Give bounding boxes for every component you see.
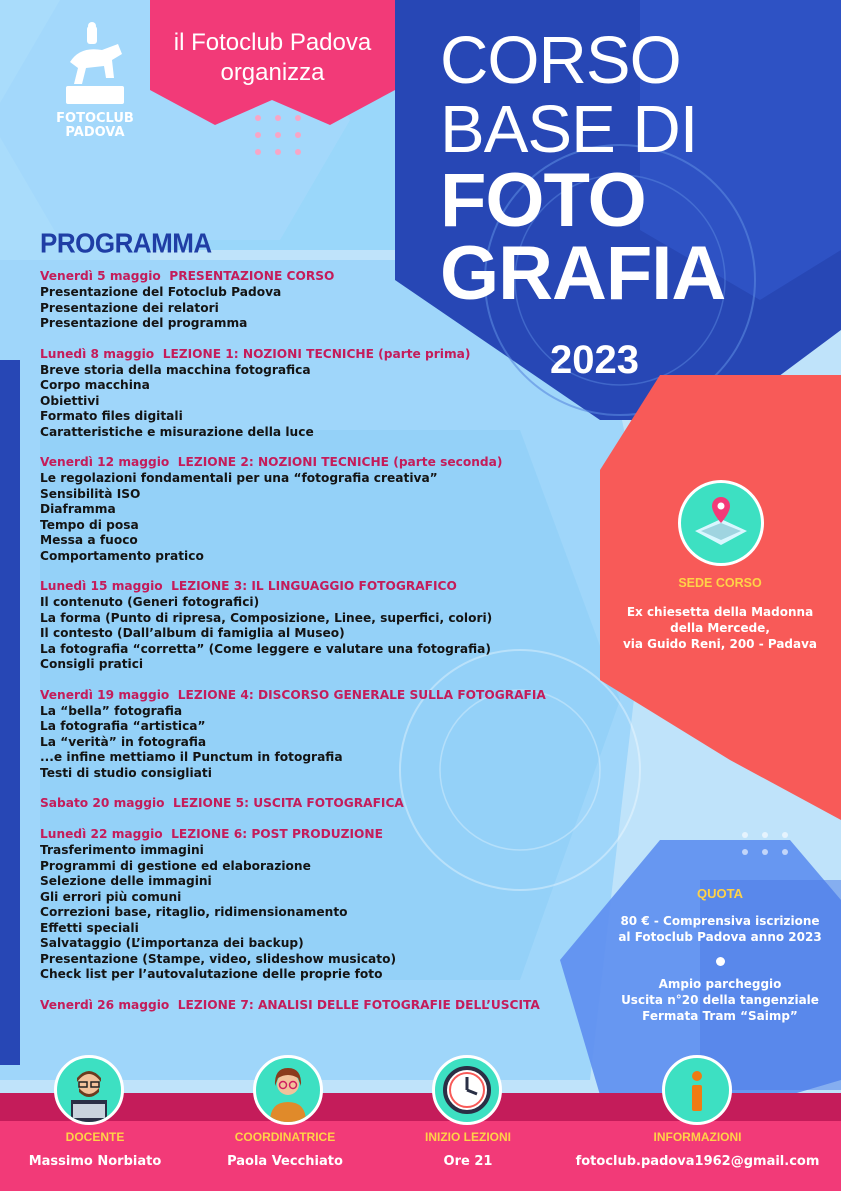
footer-value-docente: Massimo Norbiato: [28, 1154, 162, 1169]
organizer-line2: organizza: [220, 59, 325, 86]
lesson-item: Tempo di posa: [40, 517, 139, 532]
lesson-item: Testi di studio consigliati: [40, 765, 212, 780]
footer-docente: [20, 1130, 170, 1169]
lesson-date: Venerdì 5 maggio: [40, 269, 161, 283]
info-icon: [662, 1055, 732, 1125]
lesson-item: Il contenuto (Generi fotografici): [40, 595, 260, 609]
title-line1: CORSO: [440, 23, 681, 98]
lesson-item: Messa a fuoco: [40, 533, 138, 547]
lesson-item: Presentazione del programma: [40, 316, 248, 330]
lesson-item: Correzioni base, ritaglio, ridimensionamento: [40, 905, 348, 919]
footer-coordinatrice: [210, 1130, 360, 1169]
lesson-item: La forma (Punto di ripresa, Composizione, Linee, superfici, colori): [40, 610, 493, 625]
lesson-item: Consigli pratici: [40, 657, 144, 671]
teacher-avatar-icon: [54, 1055, 124, 1125]
lesson-block: [40, 997, 600, 1014]
lesson-block: [40, 268, 600, 332]
lesson-item: Trasferimento immagini: [40, 843, 204, 857]
sede-line1: Ex chiesetta della Madonna: [626, 605, 814, 619]
parking-info: [600, 976, 840, 1024]
course-year: 2023: [550, 338, 639, 382]
lesson-item: Programmi di gestione ed elaborazione: [40, 858, 311, 873]
lesson-name: LEZIONE 2: NOZIONI TECNICHE (parte seconda): [177, 455, 503, 469]
logo-name-line1: FOTOCLUB: [56, 111, 134, 126]
lesson-header: [40, 687, 600, 704]
footer-value-inizio: Ore 21: [443, 1154, 493, 1169]
lesson-block: [40, 687, 600, 782]
lesson-date: Lunedì 8 maggio: [40, 346, 155, 361]
sede-line3: via Guido Reni, 200 - Padava: [622, 637, 818, 651]
lesson-name: LEZIONE 6: POST PRODUZIONE: [171, 827, 383, 841]
map-pin-icon: [681, 483, 761, 563]
lesson-header: [40, 826, 600, 843]
organizer-text: [150, 28, 395, 88]
lesson-item: Presentazione dei relatori: [40, 300, 219, 315]
quota-section: [600, 886, 840, 1024]
lesson-item: Corpo macchina: [40, 378, 150, 392]
lesson-item: Breve storia della macchina fotografica: [40, 362, 311, 377]
lesson-name: LEZIONE 3: IL LINGUAGGIO FOTOGRAFICO: [171, 579, 457, 593]
lesson-item: Il contesto (Dall’album di famiglia al Museo): [40, 626, 345, 640]
sede-icon-circle: [678, 480, 764, 566]
quota-label: QUOTA: [697, 886, 743, 901]
lesson-header: [40, 454, 600, 471]
footer-value-informazioni[interactable]: fotoclub.padova1962@gmail.com: [575, 1154, 820, 1169]
organizer-line1: il Fotoclub Padova: [173, 29, 372, 56]
lesson-item: Comportamento pratico: [40, 548, 204, 563]
clock-icon: [432, 1055, 502, 1125]
lesson-name: LEZIONE 4: DISCORSO GENERALE SULLA FOTOGRAFIA: [177, 687, 546, 702]
title-line3: FOTO: [440, 158, 646, 243]
lesson-item: Check list per l’autovalutazione delle proprie foto: [40, 967, 383, 981]
quota-line2: al Fotoclub Padova anno 2023: [618, 930, 822, 944]
lesson-item: La fotografia “corretta” (Come leggere e valutare una fotografia): [40, 641, 491, 656]
lesson-header: [40, 268, 600, 285]
parking-line3: Fermata Tram “Saimp”: [642, 1009, 798, 1023]
lesson-item: Formato files digitali: [40, 409, 183, 423]
lesson-item: Caratteristiche e misurazione della luce: [40, 424, 314, 439]
quota-text: [600, 913, 840, 945]
lesson-item: ...e infine mettiamo il Punctum in fotografia: [40, 750, 343, 764]
footer-label-docente: DOCENTE: [65, 1130, 125, 1144]
program-title: PROGRAMMA: [40, 227, 212, 259]
coordinator-avatar-icon: [253, 1055, 323, 1125]
lesson-item: Presentazione (Stampe, video, slideshow musicato): [40, 951, 397, 966]
lesson-date: Venerdì 26 maggio: [40, 997, 170, 1012]
footer-label-informazioni: INFORMAZIONI: [653, 1130, 742, 1144]
lesson-item: La “verità” in fotografia: [40, 734, 207, 749]
sede-section: [600, 480, 840, 680]
lesson-item: Obiettivi: [40, 393, 100, 408]
lesson-item: Salvataggio (L’importanza dei backup): [40, 936, 304, 950]
lesson-header: [40, 997, 600, 1014]
parking-line1: Ampio parcheggio: [658, 977, 782, 991]
lesson-item: Sensibilità ISO: [40, 486, 141, 501]
lesson-name: LEZIONE 1: NOZIONI TECNICHE (parte prima): [162, 346, 471, 361]
footer-value-coordinatrice: Paola Vecchiato: [227, 1154, 343, 1169]
sede-label: SEDE CORSO: [678, 576, 762, 590]
separator-dot: [716, 957, 725, 966]
sede-address: [600, 604, 840, 652]
footer-inizio: [393, 1130, 543, 1169]
lesson-name: LEZIONE 5: USCITA FOTOGRAFICA: [173, 796, 404, 810]
parking-line2: Uscita n°20 della tangenziale: [621, 993, 819, 1007]
title-line4: GRAFIA: [440, 231, 726, 316]
lesson-item: La fotografia “artistica”: [40, 719, 206, 733]
lesson-block: [40, 454, 600, 564]
lesson-item: Selezione delle immagini: [40, 874, 212, 888]
title-line2: BASE DI: [440, 92, 698, 167]
lesson-date: Venerdì 19 maggio: [40, 687, 170, 702]
lesson-date: Lunedì 15 maggio: [40, 579, 163, 593]
lesson-name: PRESENTAZIONE CORSO: [169, 269, 335, 283]
lesson-item: Diaframma: [40, 502, 116, 516]
lesson-block: [40, 826, 600, 983]
fotoclub-logo: [40, 22, 150, 140]
lesson-date: Sabato 20 maggio: [40, 796, 165, 810]
horse-rider-statue-icon: [60, 22, 130, 106]
lesson-item: Le regolazioni fondamentali per una “fotografia creativa”: [40, 471, 438, 485]
lesson-block: [40, 795, 600, 812]
lesson-date: Venerdì 12 maggio: [40, 455, 170, 469]
footer-informazioni: [570, 1130, 825, 1169]
lesson-header: [40, 578, 600, 595]
footer-label-inizio: INIZIO LEZIONI: [425, 1130, 511, 1144]
lesson-item: Presentazione del Fotoclub Padova: [40, 285, 282, 299]
lesson-item: Gli errori più comuni: [40, 889, 182, 904]
sede-line2: della Mercede,: [670, 621, 770, 635]
lesson-date: Lunedì 22 maggio: [40, 827, 163, 841]
lesson-block: [40, 346, 600, 441]
lesson-header: [40, 346, 600, 363]
lesson-block: [40, 578, 600, 673]
lesson-item: Effetti speciali: [40, 920, 139, 935]
lesson-header: [40, 795, 600, 812]
logo-name-line2: PADOVA: [65, 125, 125, 140]
quota-line1: 80 € - Comprensiva iscrizione: [620, 914, 820, 928]
footer-label-coordinatrice: COORDINATRICE: [234, 1130, 336, 1144]
program-list: [40, 268, 600, 1028]
lesson-item: La “bella” fotografia: [40, 703, 183, 718]
lesson-name: LEZIONE 7: ANALISI DELLE FOTOGRAFIE DELL’USCITA: [177, 997, 540, 1012]
